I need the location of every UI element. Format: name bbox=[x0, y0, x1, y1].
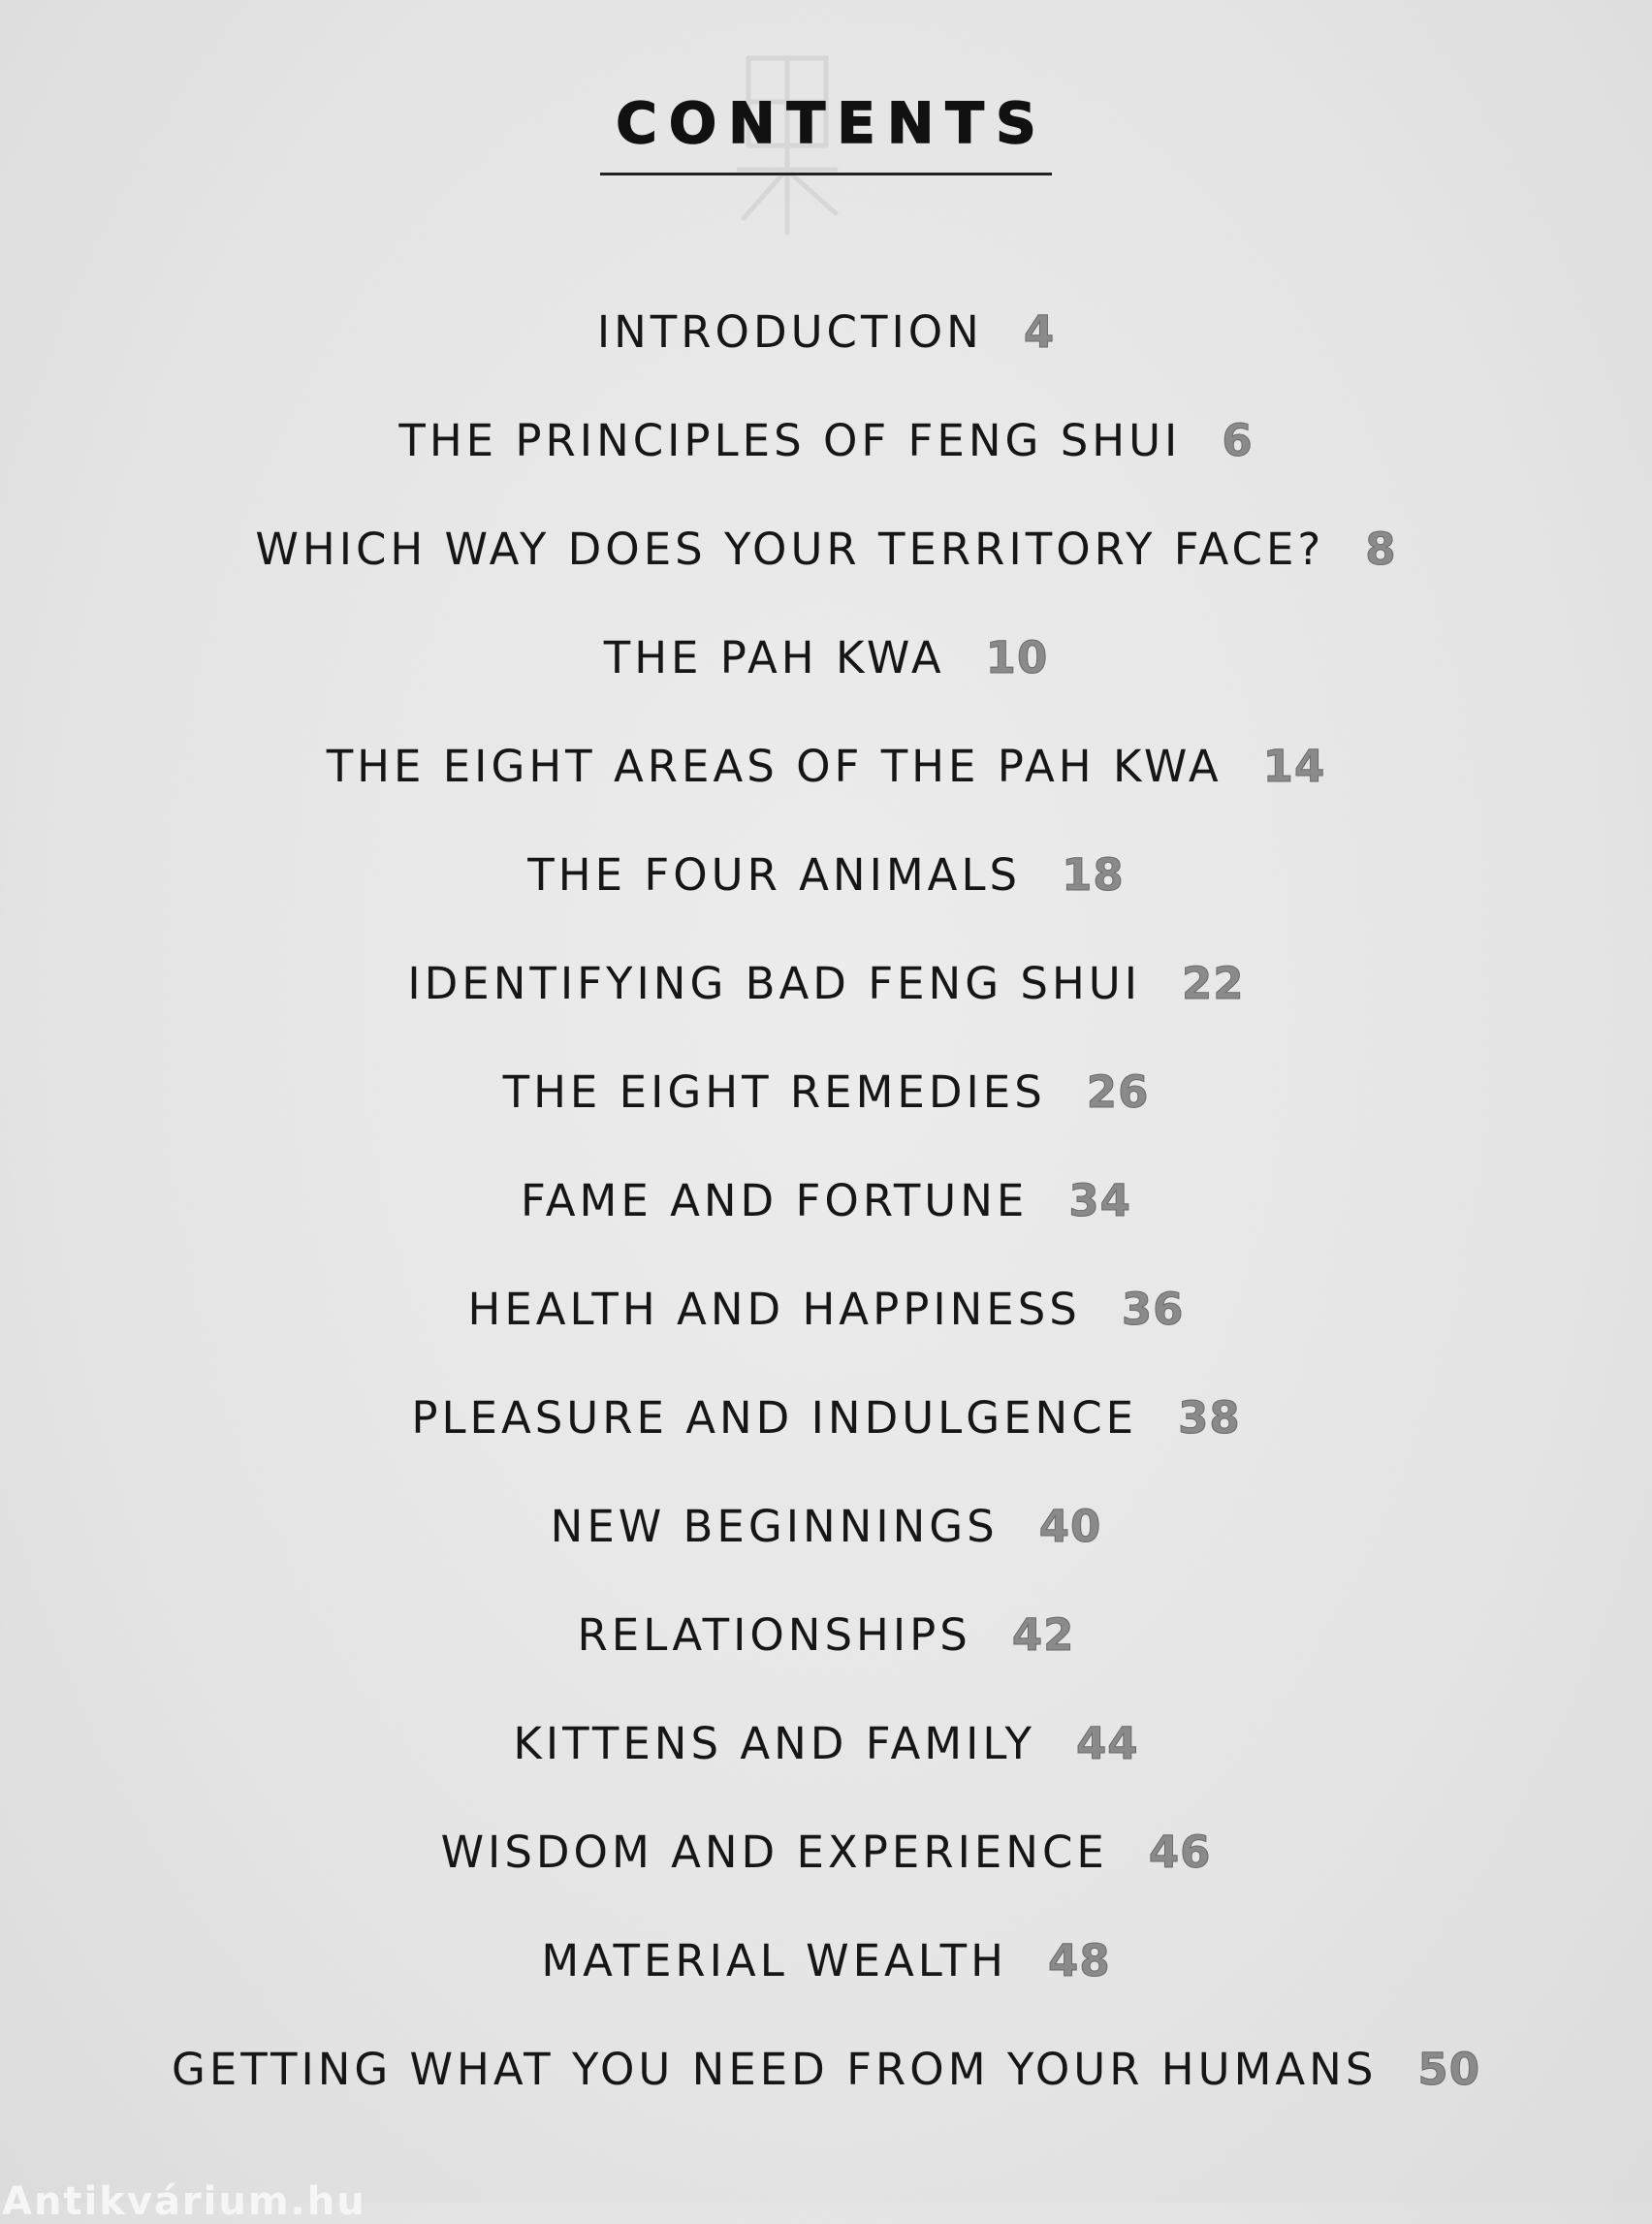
table-of-contents bbox=[0, 277, 1652, 2123]
toc-entry-title: RELATIONSHIPS bbox=[577, 1608, 971, 1661]
toc-entry-title: THE PAH KWA bbox=[603, 631, 945, 683]
toc-entry bbox=[0, 1689, 1652, 1797]
toc-entry-page-number: 4 bbox=[1023, 305, 1056, 358]
toc-entry bbox=[0, 1363, 1652, 1472]
toc-entry-page-number: 40 bbox=[1038, 1500, 1102, 1552]
toc-entry bbox=[0, 712, 1652, 820]
toc-entry-page-number: 48 bbox=[1048, 1934, 1111, 1986]
toc-entry bbox=[0, 1472, 1652, 1580]
toc-entry bbox=[0, 1797, 1652, 1906]
toc-entry bbox=[0, 1906, 1652, 2015]
toc-entry-page-number: 46 bbox=[1148, 1826, 1212, 1878]
toc-entry-page-number: 10 bbox=[985, 631, 1049, 683]
watermark-text bbox=[0, 2179, 368, 2224]
toc-entry bbox=[0, 820, 1652, 929]
heading-container bbox=[0, 90, 1652, 175]
toc-entry-title: INTRODUCTION bbox=[596, 305, 983, 358]
toc-entry-page-number: 18 bbox=[1062, 848, 1125, 901]
toc-entry-title: WHICH WAY DOES YOUR TERRITORY FACE? bbox=[255, 523, 1325, 575]
toc-entry bbox=[0, 1146, 1652, 1255]
toc-entry-title: THE PRINCIPLES OF FENG SHUI bbox=[398, 414, 1182, 466]
toc-entry bbox=[0, 277, 1652, 386]
toc-entry bbox=[0, 494, 1652, 603]
toc-entry-title: FAME AND FORTUNE bbox=[521, 1174, 1029, 1226]
page-title: CONTENTS bbox=[600, 95, 1051, 175]
toc-entry bbox=[0, 2015, 1652, 2123]
toc-entry bbox=[0, 1037, 1652, 1146]
toc-entry-page-number: 50 bbox=[1417, 2043, 1481, 2095]
toc-entry-title: WISDOM AND EXPERIENCE bbox=[440, 1826, 1108, 1878]
toc-entry-page-number: 34 bbox=[1068, 1174, 1131, 1226]
toc-entry-page-number: 44 bbox=[1075, 1717, 1139, 1769]
toc-entry-title: GETTING WHAT YOU NEED FROM YOUR HUMANS bbox=[171, 2043, 1378, 2095]
toc-entry-title: HEALTH AND HAPPINESS bbox=[467, 1283, 1081, 1335]
toc-entry-page-number: 14 bbox=[1262, 740, 1326, 792]
toc-entry-title: KITTENS AND FAMILY bbox=[513, 1717, 1035, 1769]
toc-entry-page-number: 8 bbox=[1365, 523, 1397, 575]
toc-entry-page-number: 36 bbox=[1121, 1283, 1185, 1335]
toc-entry-page-number: 42 bbox=[1011, 1608, 1075, 1661]
toc-entry-title: NEW BEGINNINGS bbox=[550, 1500, 999, 1552]
toc-entry bbox=[0, 1580, 1652, 1689]
toc-entry bbox=[0, 386, 1652, 494]
toc-entry-title: PLEASURE AND INDULGENCE bbox=[411, 1391, 1138, 1444]
watermark-label: Antikvárium.hu bbox=[2, 2179, 366, 2224]
toc-entry-title: IDENTIFYING BAD FENG SHUI bbox=[407, 957, 1141, 1009]
toc-entry-title: THE FOUR ANIMALS bbox=[527, 848, 1022, 901]
toc-entry-page-number: 38 bbox=[1178, 1391, 1241, 1444]
toc-entry-title: THE EIGHT REMEDIES bbox=[502, 1065, 1046, 1118]
toc-entry-page-number: 6 bbox=[1222, 414, 1254, 466]
toc-entry-title: MATERIAL WEALTH bbox=[541, 1934, 1008, 1986]
toc-entry bbox=[0, 603, 1652, 712]
toc-entry-page-number: 22 bbox=[1182, 957, 1245, 1009]
toc-entry-title: THE EIGHT AREAS OF THE PAH KWA bbox=[326, 740, 1223, 792]
toc-entry bbox=[0, 929, 1652, 1037]
toc-entry-page-number: 26 bbox=[1086, 1065, 1150, 1118]
toc-entry bbox=[0, 1255, 1652, 1363]
